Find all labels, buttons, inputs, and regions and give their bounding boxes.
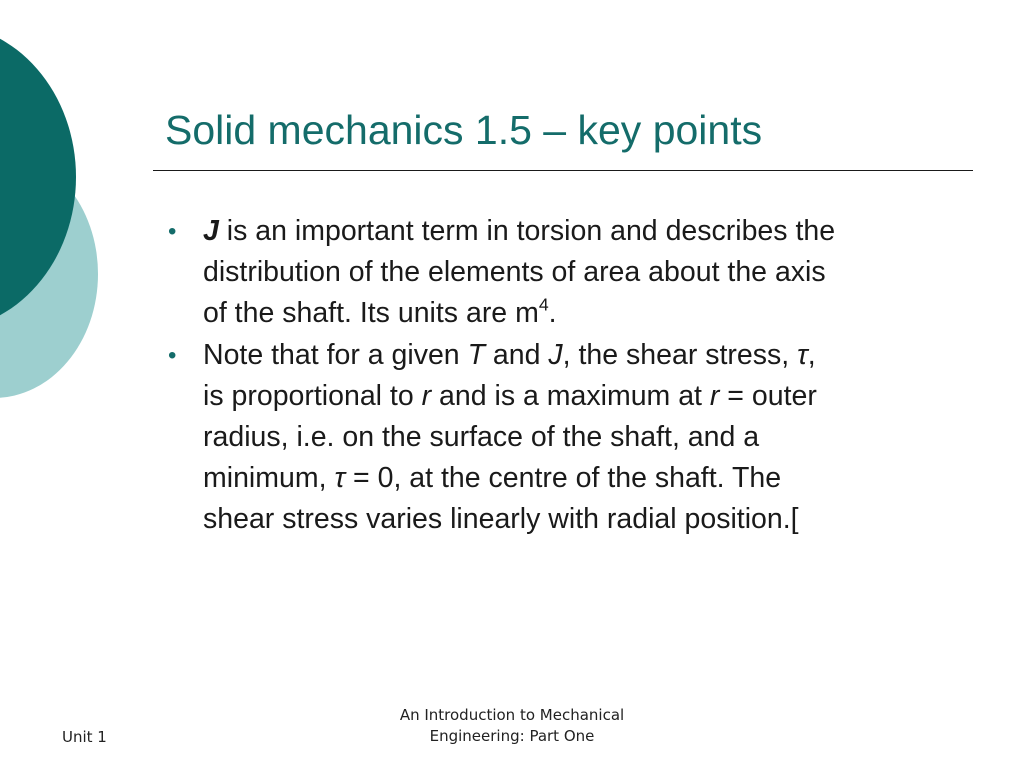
text-run: shear stress varies linearly with radial position.[ <box>203 503 799 535</box>
superscript: 4 <box>538 294 549 315</box>
bullet-line <box>203 376 968 417</box>
bullet-item <box>168 335 968 540</box>
text-run: Note that for a given <box>203 339 468 371</box>
text-run: minimum, <box>203 462 335 494</box>
slide-title: Solid mechanics 1.5 – key points <box>165 107 763 153</box>
bullet-marker: • <box>168 218 177 245</box>
footer-course-title-line2: Engineering: Part One <box>429 727 595 745</box>
text-run: J <box>203 215 219 247</box>
text-run: r <box>709 380 720 412</box>
bullet-line <box>203 458 968 499</box>
text-run: , <box>807 339 816 371</box>
footer-course-title <box>352 705 672 747</box>
bullet-list <box>168 211 968 541</box>
text-run: distribution of the elements of area about the axis <box>203 256 826 288</box>
bullet-item <box>168 211 968 334</box>
text-run: J <box>548 339 563 371</box>
text-run: T <box>467 339 485 371</box>
text-run: of the shaft. Its units are m <box>203 297 539 329</box>
text-run: is proportional to <box>203 380 422 412</box>
bullet-line <box>203 417 968 458</box>
text-run: r <box>421 380 432 412</box>
bullet-line <box>203 293 968 334</box>
text-run: = 0, at the centre of the shaft. The <box>345 462 782 494</box>
text-run: , the shear stress, <box>562 339 798 371</box>
footer-course-title-line1: An Introduction to Mechanical <box>399 706 625 724</box>
text-run: τ <box>334 462 346 494</box>
text-run: . <box>548 297 557 329</box>
bullet-line <box>203 499 968 540</box>
title-divider <box>153 170 973 171</box>
bullet-marker: • <box>168 342 177 369</box>
bullet-line <box>203 335 968 376</box>
text-run: and is a maximum at <box>431 380 710 412</box>
text-run: τ <box>797 339 808 371</box>
bullet-line <box>203 252 968 293</box>
text-run: and <box>485 339 549 371</box>
footer-unit-label: Unit 1 <box>62 728 107 746</box>
text-run: = outer <box>719 380 817 412</box>
text-run: radius, i.e. on the surface of the shaft, and a <box>203 421 760 453</box>
bullet-line <box>203 211 968 252</box>
text-run: is an important term in torsion and describes the <box>218 215 836 247</box>
